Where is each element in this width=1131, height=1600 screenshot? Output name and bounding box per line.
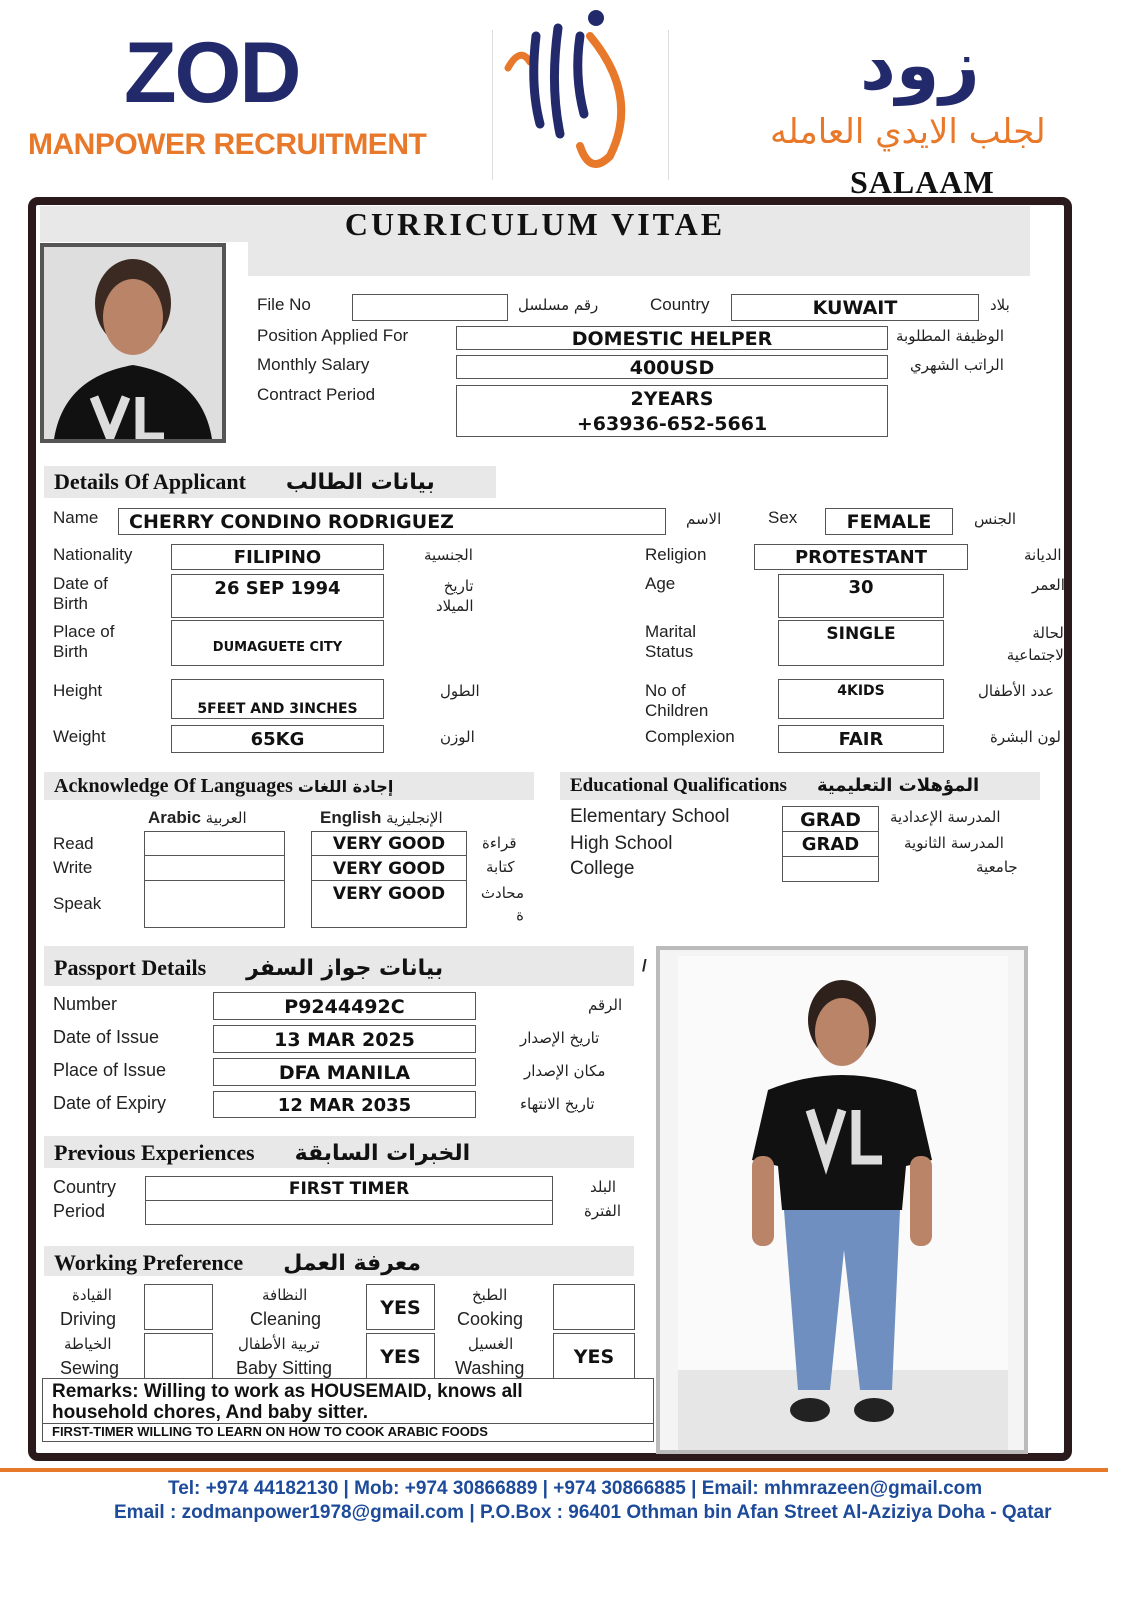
height-field: 5FEET AND 3INCHES bbox=[171, 679, 384, 719]
religion-label: Religion bbox=[645, 545, 707, 564]
footer-contact-line-2: Email : zodmanpower1978@gmail.com | P.O.Box : 96401 Othman bin Afan Street Al-Aziziya Doha - Qatar bbox=[114, 1502, 1052, 1523]
english-column-header bbox=[320, 808, 443, 828]
preference-section-title: Working Preference bbox=[54, 1250, 244, 1275]
issue-place-field: DFA MANILA bbox=[213, 1058, 476, 1086]
salaam-text: SALAAM bbox=[850, 164, 995, 200]
high-school-field: GRAD bbox=[782, 831, 879, 857]
cooking-arabic-label: الطبخ bbox=[472, 1286, 508, 1304]
expiry-date-label: Date of Expiry bbox=[53, 1093, 167, 1113]
baby-sitting-field: YES bbox=[366, 1333, 435, 1379]
passport-section-header bbox=[44, 946, 634, 986]
write-label: Write bbox=[53, 858, 93, 877]
height-label: Height bbox=[53, 681, 103, 700]
position-field: DOMESTIC HELPER bbox=[456, 326, 888, 350]
marital-arabic-line-2: الاجتماعية bbox=[1006, 646, 1068, 664]
salary-field: 400USD bbox=[456, 355, 888, 379]
position-arabic-label: الوظيفة المطلوبة bbox=[896, 327, 1004, 345]
pob-label-line-2: Birth bbox=[53, 642, 88, 661]
pob-field: DUMAGUETE CITY bbox=[171, 620, 384, 666]
expiry-date-field: 12 MAR 2035 bbox=[213, 1091, 476, 1118]
read-arabic-label: قراءة bbox=[482, 834, 517, 852]
nationality-label: Nationality bbox=[53, 545, 133, 564]
education-section-title: Educational Qualifications bbox=[570, 775, 787, 796]
remarks-line-1: Remarks: Willing to work as HOUSEMAID, knows all bbox=[52, 1381, 523, 1402]
pob-label bbox=[53, 622, 114, 662]
arabic-column-label-arabic: العربية bbox=[205, 809, 247, 827]
cooking-label: Cooking bbox=[457, 1309, 524, 1329]
washing-label: Washing bbox=[455, 1358, 525, 1378]
arabic-subtitle: لجلب الايدي العامله bbox=[770, 112, 1046, 152]
driving-arabic-label: القيادة bbox=[72, 1286, 112, 1304]
contract-label: Contract Period bbox=[257, 385, 376, 404]
dob-label-line-2: Birth bbox=[53, 594, 88, 613]
country-field: KUWAIT bbox=[731, 294, 979, 321]
washing-arabic-label: الغسيل bbox=[468, 1335, 514, 1353]
nationality-arabic-label: الجنسية bbox=[424, 546, 473, 564]
sex-field: FEMALE bbox=[825, 508, 953, 535]
speak-arabic-label bbox=[480, 882, 524, 926]
speak-arabic-line-2: ة bbox=[516, 906, 524, 924]
issue-place-arabic-label: مكان الإصدار bbox=[524, 1062, 606, 1080]
speak-arabic-line-1: محادث bbox=[480, 884, 524, 902]
preference-section-title-arabic: معرفة العمل bbox=[283, 1251, 421, 1276]
languages-section-title-arabic: إجادة اللغات bbox=[297, 777, 394, 796]
contract-field bbox=[456, 385, 888, 437]
education-section-title-arabic: المؤهلات التعليمية bbox=[816, 775, 980, 796]
name-arabic-label: الاسم bbox=[686, 510, 722, 528]
footer-contact-line-1: Tel: +974 44182130 | Mob: +974 30866889 | +974 30866885 | Email: mhmrazeen@gmail.com bbox=[168, 1478, 983, 1499]
applicant-section-header bbox=[44, 466, 496, 498]
country-arabic-label: بلاد bbox=[990, 296, 1010, 314]
company-logo-text: ZOD bbox=[124, 25, 300, 121]
arabic-column-label: Arabic bbox=[148, 808, 201, 827]
high-school-label: High School bbox=[570, 833, 673, 854]
college-label: College bbox=[570, 858, 635, 879]
experience-section-title: Previous Experiences bbox=[54, 1140, 255, 1165]
dob-label-line-1: Date of bbox=[53, 574, 108, 593]
age-field: 30 bbox=[778, 574, 944, 618]
company-subtitle: MANPOWER RECRUITMENT bbox=[28, 128, 427, 161]
languages-section-header bbox=[44, 772, 534, 800]
preference-section-header bbox=[44, 1246, 634, 1276]
baby-sitting-arabic-label: تربية الأطفال bbox=[238, 1335, 320, 1353]
marital-arabic-label bbox=[994, 622, 1068, 666]
passport-number-arabic-label: الرقم bbox=[588, 996, 623, 1014]
name-label: Name bbox=[53, 508, 99, 527]
sewing-arabic-label: الخياطة bbox=[64, 1335, 112, 1353]
company-emblem-icon bbox=[500, 6, 640, 176]
elementary-label: Elementary School bbox=[570, 806, 730, 827]
header-divider-right bbox=[668, 30, 669, 180]
contract-value: 2YEARS bbox=[630, 388, 714, 410]
children-field: 4KIDS bbox=[778, 679, 944, 719]
age-arabic-label: العمر bbox=[1032, 576, 1065, 594]
sewing-field bbox=[144, 1333, 213, 1379]
elementary-field: GRAD bbox=[782, 806, 879, 832]
salary-arabic-label: الراتب الشهري bbox=[910, 356, 1004, 374]
passport-number-label: Number bbox=[53, 994, 118, 1014]
arabic-read-field bbox=[144, 831, 285, 856]
passport-number-field: P9244492C bbox=[213, 992, 476, 1020]
country-label: Country bbox=[650, 295, 710, 314]
passport-slash: / bbox=[642, 956, 647, 975]
header-gray-bar bbox=[248, 242, 1030, 276]
children-arabic-label: عدد الأطفال bbox=[978, 682, 1054, 700]
expiry-date-arabic-label: تاريخ الانتهاء bbox=[520, 1095, 595, 1113]
children-label-line-2: Children bbox=[645, 701, 709, 720]
header-divider-left bbox=[492, 30, 493, 180]
read-label: Read bbox=[53, 834, 94, 853]
experience-section-title-arabic: الخبرات السابقة bbox=[294, 1141, 471, 1166]
complexion-arabic-label: لون البشرة bbox=[990, 728, 1061, 746]
religion-arabic-label: الديانة bbox=[1024, 546, 1062, 564]
dob-field: 26 SEP 1994 bbox=[171, 574, 384, 618]
children-label-line-1: No of bbox=[645, 681, 686, 700]
remarks-box bbox=[42, 1378, 654, 1442]
passport-section-title-arabic: بيانات جواز السفر bbox=[246, 956, 444, 981]
file-no-arabic-label: رقم مسلسل bbox=[518, 296, 599, 314]
arabic-logo-text: زود bbox=[860, 24, 980, 106]
english-speak-field: VERY GOOD bbox=[311, 880, 467, 928]
applicant-portrait-photo bbox=[40, 243, 226, 443]
arabic-column-header bbox=[148, 808, 247, 828]
experience-country-field: FIRST TIMER bbox=[145, 1176, 553, 1201]
marital-field: SINGLE bbox=[778, 620, 944, 666]
age-label: Age bbox=[645, 574, 676, 593]
languages-section-title: Acknowledge Of Languages bbox=[54, 775, 293, 797]
passport-section-title: Passport Details bbox=[54, 955, 207, 980]
dob-arabic-line-1: تاريخ bbox=[443, 577, 474, 595]
marital-arabic-line-1: الحالة bbox=[1032, 624, 1068, 642]
phone-value: +63936-652-5661 bbox=[576, 413, 768, 435]
pob-label-line-1: Place of bbox=[53, 622, 115, 641]
cleaning-label: Cleaning bbox=[250, 1309, 322, 1329]
salary-label: Monthly Salary bbox=[257, 355, 370, 374]
weight-arabic-label: الوزن bbox=[440, 728, 475, 746]
issue-date-field: 13 MAR 2025 bbox=[213, 1025, 476, 1053]
weight-field: 65KG bbox=[171, 725, 384, 753]
file-no-label: File No bbox=[257, 295, 311, 314]
cleaning-field: YES bbox=[366, 1284, 435, 1330]
college-field bbox=[782, 856, 879, 882]
washing-field: YES bbox=[553, 1333, 635, 1379]
sex-arabic-label: الجنس bbox=[974, 510, 1017, 528]
education-section-header bbox=[560, 772, 1040, 800]
driving-field bbox=[144, 1284, 213, 1330]
driving-label: Driving bbox=[60, 1309, 117, 1329]
baby-sitting-label: Baby Sitting bbox=[236, 1358, 333, 1378]
dob-arabic-label bbox=[436, 576, 474, 616]
english-column-label: English bbox=[320, 808, 382, 827]
experience-period-label: Period bbox=[53, 1201, 106, 1221]
arabic-speak-field bbox=[144, 880, 285, 928]
position-label: Position Applied For bbox=[257, 326, 409, 345]
experience-country-arabic-label: البلد bbox=[590, 1178, 617, 1196]
cv-title: CURRICULUM VITAE bbox=[40, 206, 1030, 242]
high-school-arabic-label: المدرسة الثانوية bbox=[904, 834, 1004, 852]
applicant-section-title-arabic: بيانات الطالب bbox=[285, 470, 435, 495]
cooking-field bbox=[553, 1284, 635, 1330]
marital-label-line-2: Status bbox=[645, 642, 694, 661]
nationality-field: FILIPINO bbox=[171, 544, 384, 570]
marital-label bbox=[645, 622, 696, 662]
complexion-field: FAIR bbox=[778, 725, 944, 753]
cleaning-arabic-label: النظافة bbox=[262, 1286, 308, 1304]
college-arabic-label: جامعية bbox=[976, 858, 1018, 876]
issue-date-arabic-label: تاريخ الإصدار bbox=[520, 1029, 600, 1047]
issue-date-label: Date of Issue bbox=[53, 1027, 160, 1047]
applicant-full-body-photo bbox=[656, 946, 1028, 1454]
children-label bbox=[645, 681, 708, 721]
file-no-field bbox=[352, 294, 508, 321]
marital-label-line-1: Marital bbox=[645, 622, 697, 641]
applicant-section-title: Details Of Applicant bbox=[54, 469, 246, 494]
english-write-field: VERY GOOD bbox=[311, 855, 467, 881]
speak-label: Speak bbox=[53, 894, 102, 913]
footer-divider bbox=[0, 1468, 1108, 1472]
complexion-label: Complexion bbox=[645, 727, 735, 746]
experience-period-arabic-label: الفترة bbox=[584, 1202, 621, 1220]
sewing-label: Sewing bbox=[60, 1358, 120, 1378]
dob-label bbox=[53, 574, 108, 614]
religion-field: PROTESTANT bbox=[754, 544, 968, 570]
weight-label: Weight bbox=[53, 727, 106, 746]
dob-arabic-line-2: الميلاد bbox=[436, 597, 474, 615]
english-column-label-arabic: الإنجليزية bbox=[386, 809, 443, 827]
name-field: CHERRY CONDINO RODRIGUEZ bbox=[118, 508, 666, 535]
remarks-line-3: FIRST-TIMER WILLING TO LEARN ON HOW TO COOK ARABIC FOODS bbox=[52, 1424, 488, 1439]
experience-section-header bbox=[44, 1136, 634, 1168]
experience-country-label: Country bbox=[53, 1177, 117, 1197]
sex-label: Sex bbox=[768, 508, 798, 527]
height-arabic-label: الطول bbox=[440, 682, 480, 700]
english-read-field: VERY GOOD bbox=[311, 831, 467, 856]
arabic-write-field bbox=[144, 855, 285, 881]
experience-period-field bbox=[145, 1200, 553, 1225]
write-arabic-label: كتابة bbox=[486, 858, 515, 876]
elementary-arabic-label: المدرسة الإعدادية bbox=[890, 808, 1001, 826]
issue-place-label: Place of Issue bbox=[53, 1060, 167, 1080]
remarks-line-2: household chores, And baby sitter. bbox=[52, 1402, 369, 1423]
